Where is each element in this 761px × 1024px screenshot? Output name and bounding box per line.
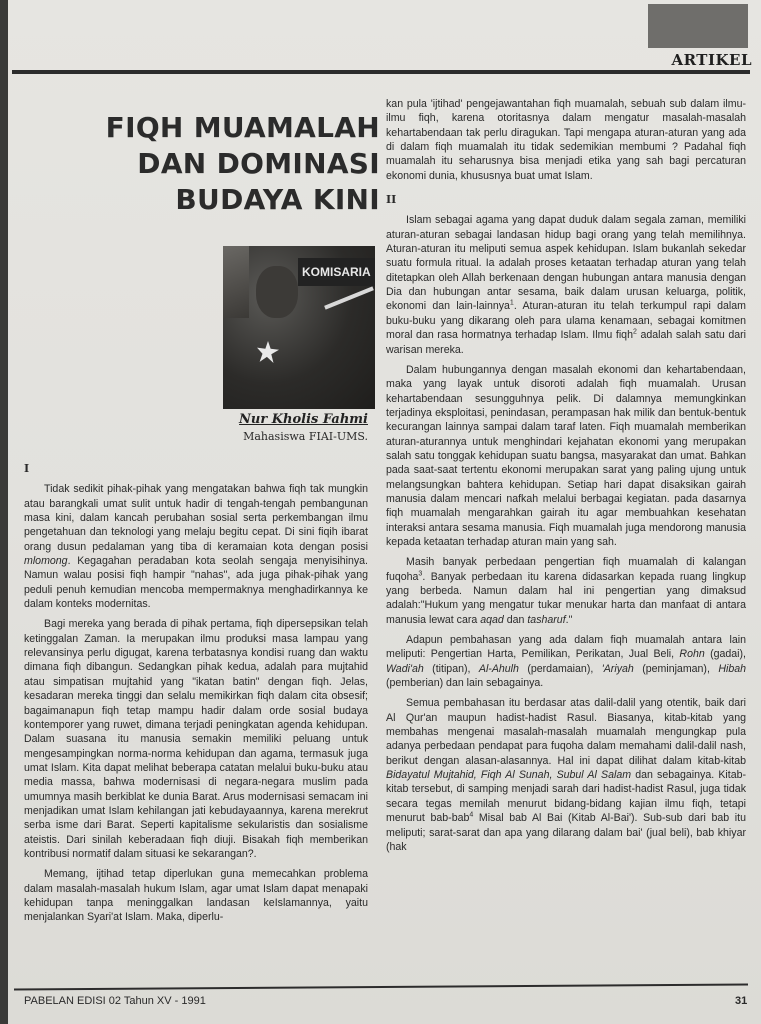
right-column <box>386 97 746 854</box>
emblem-icon <box>257 341 279 363</box>
title-line: BUDAYA KINI <box>175 183 380 216</box>
photo-banner: KOMISARIA <box>298 258 375 286</box>
microphone-icon <box>324 286 374 309</box>
section-heading-2: II <box>386 193 397 207</box>
paragraph: Semua pembahasan itu berdasar atas dalil-dalil yang otentik, baik dari Al Qur'an maupun hadist-hadist Rasul. Biasanya, kitab-kitab yang membahas mengenai masalah-masalah muamalah mengungkap pula adanya perbedaan pendapat para fuqoha dalam memahami dalil-dalil nash, berikut dengan alasan-alasannya. Hal ini dapat dilihat dalam kitab-kitab Bidayatul Mujtahid, Fiqh Al Sunah, Subul Al Salam dan sebagainya. Kitab-kitab tersebut, di samping menjadi sarah dari hadist-hadist Rasul, juga tidak secara tegas memilah menurut bidang-bidang kajian ilmu fiqh, tetapi menurut bab-bab$^4$ Misal bab Al Bai (Kitab Al-Bai'). Sub-sub dari bab itu meliputi; sarat-sarat dan apa yang dilarang dalam bai' (jual beli), bab khiyar (hak <box>386 697 747 853</box>
paragraph: Islam sebagai agama yang dapat duduk dalam segala zaman, memiliki aturan-aturan sebagai landasan hidup bagi orang yang telah memilihnya. Aturan-aturan itu meliputi semua aspek kehidupan. Islam bukanlah sekedar suatu formula ritual. Ia adalah proses ketaatan terhadap aturan yang telah ditetapkan oleh Allah berkenaan dengan hubungan antara manusia dengan Dia dan hubungan antar sesama, baik dalam urusan keluarga, politik, ekonomi dan lain-lainnya$^1$. Aturan-aturan itu telah terkumpul rapi dalam buku-buku yang dikarang oleh para ulama kenamaan, sebagai komitmen moral dan rasa hormatnya terhadap Islam. Ilmu fiqh$^2$ adalah salah satu dari warisan mereka. <box>386 214 746 356</box>
paragraph: Bagi mereka yang berada di pihak pertama, fiqh dipersepsikan telah ketinggalan Zaman. Ia merupakan ilmu produksi masa lampau yang relevansinya perlu digugat, karena terbatasnya kondisi ruang dan waktu dimana fiqh dibangun. Sedangkan pihak kedua, adalah para mujtahid atau simpatisan mujtahid yang "ikatan batin" dengan fiqh. Jelas, kesadaran mereka tinggi dan selalu memikirkan fiqh dalam cita obsesif; bagaimanapun fiqh tetap mampu hadir dalam orde sosial budaya kontemporer yang ruwet, dimana terjadi peningkatan agenda kehidupan. Dalam suasana itu manusia semakin memiliki peluang untuk mengesampingkan norma-norma kehidupan dan agama, termasuk juga umat Islam. Kita dapat melihat beberapa catatan melalui buku-buku atau media massa, bahwa modernisasi di negara-negara muslim pada umumnya masih berkiblat ke dunia Barat. Arus modernisasi semacam ini menjadikan umat Islam kehilangan jati kebudayaannya, karena merekrut serba isme dari Barat. Seperti kapitalisme sekularistis dan sosialisme ateistis. Dari sinilah keberadaan fiqh diuji. Bisakah fiqh memberikan kontribusi normatif dalam situasi ke sekarangan?. <box>24 618 368 860</box>
paragraph: Adapun pembahasan yang ada dalam fiqh muamalah antara lain meliputi: Pengertian Harta, Pemilikan, Perikatan, Jual Beli, Rohn (gadai), Wadi'ah (titipan), Al-Ahulh (perdamaian), 'Ariyah (peminjaman), Hibah (pemberian) dan lain sebagainya. <box>386 634 747 690</box>
publication-info: PABELAN EDISI 02 Tahun XV - 1991 <box>24 995 206 1007</box>
author-photo <box>223 246 375 409</box>
author-name: Nur Kholis Fahmi <box>239 412 368 427</box>
footnote-ref: 1 <box>509 299 514 307</box>
footnote-ref: 3 <box>418 570 423 578</box>
footnote-ref: 2 <box>632 328 637 336</box>
paragraph: Memang, ijtihad tetap diperlukan guna memecahkan problema dalam masalah-masalah hukum Islam, agar umat Islam dapat menapaki kehidupan tanpa meninggalkan landasan keIslamannya, yaitu menjalankan Syari'at Islam. Maka, diperlu- <box>24 868 368 924</box>
photo-flag <box>223 246 249 318</box>
paragraph: Masih banyak perbedaan pengertian fiqh muamalah di kalangan fuqoha$^3$. Banyak perbedaan itu karena didasarkan kepada ruang lingkup yang berbeda. Namun dalam hal ini pengertian yang dimaksud adalah:"Hukum yang mengatur tukar menukar harta dan manfaat di antara manusia lewat cara aqad dan tasharuf." <box>386 556 746 626</box>
photo-person <box>256 266 298 318</box>
top-rule <box>12 70 750 74</box>
paragraph: Tidak sedikit pihak-pihak yang mengatakan bahwa fiqh tak mungkin atau barangkali umat sulit untuk hadir di tengah-tengah pembangunan masa kini, dalam kancah perubahan sosial serta perkembangan ilmu pengetahuan dan teknologi yang melaju begitu cepat. Di sini fiqih ibarat orang dusun pedalaman yang tiba di keramaian kota dengan posisi mlomong. Kegagahan peradaban kota seolah sengaja menyisihinya. Namun walau posisi fiqh hampir "nahas", ada juga pihak-pihak yang peduli penuh kemudian mencoba mempermaknya menghadirkannya ke dalam konteks modernitas. <box>24 483 368 611</box>
section-heading-1: I <box>24 462 30 475</box>
title-line: DAN DOMINASI <box>137 147 380 180</box>
section-label: ARTIKEL <box>671 51 752 69</box>
footnote-ref: 4 <box>469 811 474 819</box>
author-role: Mahasiswa FIAI-UMS. <box>243 430 368 443</box>
paragraph: kan pula 'ijtihad' pengejawantahan fiqh muamalah, sebuah sub dalam ilmu-ilmu fiqh, karena otoritasnya dalam mengatur masalah-masalah kehartabendaan tak perlu diragukan. Tapi mengapa aturan-aturan yang ada di dalam fiqh muamalah itu tidak sedemikian membumi ? Padahal fiqh muamalah itu seharusnya bisa menjadi etika yang sah bagi percaturan ekonomi dunia, khususnya buat umat Islam. <box>386 98 746 182</box>
paragraph: Dalam hubungannya dengan masalah ekonomi dan kehartabendaan, maka yang layak untuk disoroti adalah fiqh muamalah. Urusan kehartabendaan sesungguhnya pelik. Di dalamnya memungkinkan terjadinya eksploitasi, penindasan, perampasan hak milik dan bentuk-bentuk kecurangan lainnya sampai dalam taraf laten. Fiqh muamalah memberikan aturan-aturannya untuk menghindari kejahatan ekonomi yang merupakan salah satu tonggak kehidupan suatu bangsa, masyarakat dan umat. Bahkan pada saat-saat tertentu ekonomi merupakan sarat yang paling ujung untuk melangsungkan bahtera kehidupan. Setiap hari dapat disaksikan gairah manusia dalam mencari nafkah melalui berbagai kegiatan. pada dasarnya fiqh muamalah mengarahkan gairah itu agar membuahkan kesehatan interaksi antara sesama manusia. Fiqh muamalah juga mendorong manusia kepada ketaatan terhadap aturan main yang sah. <box>386 363 746 548</box>
section-header-block <box>648 4 748 48</box>
page-number: 31 <box>735 995 748 1007</box>
page-binding-shadow <box>0 0 8 1024</box>
article-title <box>30 110 380 218</box>
left-column <box>24 462 368 925</box>
title-line: FIQH MUAMALAH <box>105 111 380 144</box>
